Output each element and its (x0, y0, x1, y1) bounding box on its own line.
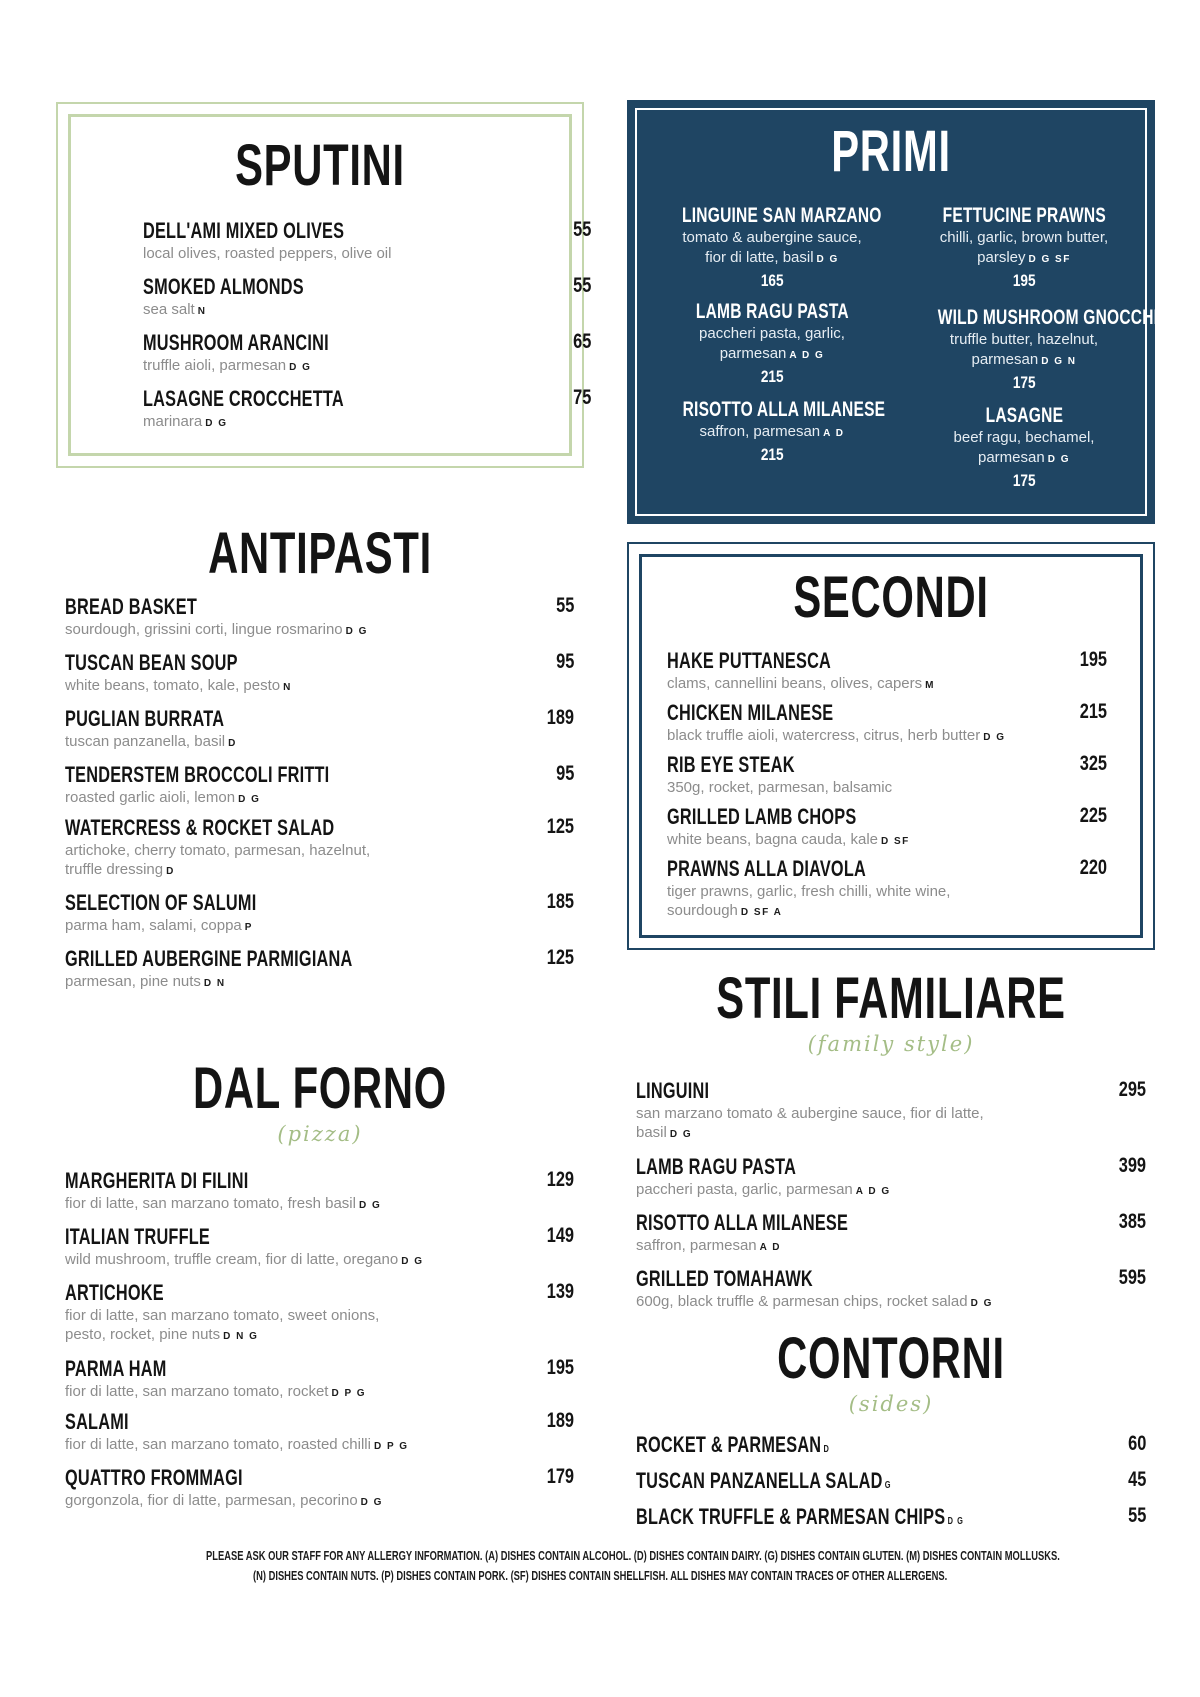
item-price: 55 (1127, 1504, 1146, 1527)
item-name: SALAMI (65, 1409, 129, 1434)
item-price: 65 (572, 330, 591, 353)
secondi-section (627, 542, 1155, 950)
stili-familiare-subtitle: (family style) (807, 1032, 975, 1056)
item-name: GRILLED AUBERGINE PARMIGIANA (65, 946, 353, 971)
contorni-title: CONTORNI (777, 1326, 1005, 1391)
menu-item (65, 1280, 574, 1356)
menu-item (65, 762, 574, 815)
item-price: 215 (1079, 700, 1107, 723)
item-desc: sea salt (143, 301, 195, 318)
item-price: 195 (1079, 648, 1107, 671)
sputini-section (56, 102, 591, 468)
menu-item (667, 700, 1107, 752)
item-name: BREAD BASKET (65, 594, 198, 619)
item-name: QUATTRO FROMMAGI (65, 1465, 243, 1490)
item-desc: parsley (977, 249, 1026, 266)
item-price: 185 (546, 890, 574, 913)
menu-item (65, 1409, 574, 1465)
menu-item (899, 306, 1159, 404)
item-desc: gorgonzola, fior di latte, parmesan, pecorino (65, 1492, 358, 1509)
item-allergens: D SF A (740, 907, 783, 918)
antipasti-list (65, 594, 574, 1002)
menu-item (647, 300, 897, 398)
item-desc: clams, cannellini beans, olives, capers (667, 675, 923, 692)
item-desc: paccheri pasta, garlic, (699, 325, 845, 342)
menu-item (65, 1356, 574, 1409)
item-desc: truffle dressing (65, 861, 164, 878)
item-name: GRILLED LAMB CHOPS (667, 804, 857, 829)
item-name: GRILLED TOMAHAWK (636, 1266, 813, 1291)
item-name: ITALIAN TRUFFLE (65, 1224, 211, 1249)
menu-item (636, 1078, 1146, 1154)
dal-forno-title: DAL FORNO (193, 1056, 447, 1121)
item-price: 45 (1127, 1468, 1146, 1491)
secondi-list (667, 648, 1107, 919)
item-allergens: D P G (373, 1441, 409, 1452)
item-desc: paccheri pasta, garlic, parmesan (636, 1181, 853, 1198)
item-allergens: D G (401, 1256, 424, 1267)
item-name: SELECTION OF SALUMI (65, 890, 257, 915)
primi-title: PRIMI (831, 119, 951, 184)
item-desc: sourdough, grissini corti, lingue rosmarino (65, 621, 343, 638)
item-desc: parmesan (978, 449, 1045, 466)
menu-item (65, 706, 574, 762)
item-desc: sourdough (667, 902, 738, 919)
item-price: 595 (1118, 1266, 1146, 1289)
item-allergens: A D (759, 1242, 781, 1253)
item-allergens: D G (947, 1516, 965, 1527)
item-desc: truffle aioli, parmesan (143, 357, 287, 374)
item-name: RIB EYE STEAK (667, 752, 795, 777)
item-allergens: A D G (855, 1186, 891, 1197)
item-price: 189 (546, 706, 574, 729)
sputini-title: SPUTINI (235, 133, 405, 198)
item-desc: fior di latte, san marzano tomato, rocket (65, 1383, 329, 1400)
item-desc: 350g, rocket, parmesan, balsamic (667, 779, 893, 796)
secondi-title: SECONDI (793, 565, 989, 630)
item-name: WATERCRESS & ROCKET SALAD (65, 815, 335, 840)
item-allergens: D G (1047, 454, 1070, 465)
item-desc: 600g, black truffle & parmesan chips, rocket salad (636, 1293, 968, 1310)
item-desc: white beans, tomato, kale, pesto (65, 677, 281, 694)
stili-familiare-list (636, 1078, 1146, 1322)
item-price: 175 (1012, 373, 1036, 392)
footer-line-2: (N) DISHES CONTAIN NUTS. (P) DISHES CONTAIN PORK. (SF) DISHES CONTAIN SHELLFISH. ALL DISHES MAY CONTAIN TRACES OF OTHER ALLERGENS. (252, 1568, 948, 1583)
item-allergens: P (244, 922, 253, 933)
menu-item (636, 1504, 1146, 1540)
item-name: LASAGNE (985, 404, 1063, 427)
item-price: 195 (1012, 271, 1036, 290)
menu-item (667, 648, 1107, 700)
item-name: RISOTTO ALLA MILANESE (636, 1210, 849, 1235)
item-price: 385 (1118, 1210, 1146, 1233)
item-desc: fior di latte, san marzano tomato, sweet onions, (65, 1307, 380, 1324)
item-name: LINGUINE SAN MARZANO (682, 204, 882, 227)
item-allergens: A D G (789, 350, 825, 361)
menu-item (65, 815, 574, 890)
item-allergens: D G (970, 1298, 993, 1309)
item-name: MUSHROOM ARANCINI (143, 330, 329, 355)
item-desc: pesto, rocket, pine nuts (65, 1326, 221, 1343)
item-price: 225 (1079, 804, 1107, 827)
item-name: HAKE PUTTANESCA (667, 648, 832, 673)
menu-item (636, 1210, 1146, 1266)
menu-item (143, 218, 591, 274)
item-price: 95 (555, 762, 574, 785)
dal-forno-list (65, 1168, 574, 1521)
item-price: 149 (546, 1224, 574, 1247)
item-allergens: D (228, 738, 237, 749)
item-desc: tuscan panzanella, basil (65, 733, 226, 750)
item-name: LINGUINI (636, 1078, 710, 1103)
menu-item (667, 752, 1107, 804)
item-allergens: M (925, 680, 935, 691)
menu-item (636, 1432, 1146, 1468)
primi-column-right (899, 204, 1159, 491)
item-name: ROCKET & PARMESAN D (636, 1432, 830, 1457)
menu-item (143, 386, 591, 442)
antipasti-title: ANTIPASTI (208, 521, 432, 586)
item-price: 165 (760, 271, 784, 290)
dal-forno-subtitle: (pizza) (277, 1122, 363, 1146)
item-desc: artichoke, cherry tomato, parmesan, hazelnut, (65, 842, 371, 859)
item-price: 295 (1118, 1078, 1146, 1101)
item-price: 55 (572, 218, 591, 241)
item-name: TENDERSTEM BROCCOLI FRITTI (65, 762, 330, 787)
menu-item (65, 1224, 574, 1280)
footer-line-1: PLEASE ASK OUR STAFF FOR ANY ALLERGY INFORMATION. (A) DISHES CONTAIN ALCOHOL. (D) DISHES CONTAIN DAIRY. (G) DISHES CONTAIN GLUTEN. (M) DISHES CONTAIN MOLLUSKS. (206, 1548, 1060, 1563)
menu-item (667, 804, 1107, 856)
item-price: 179 (546, 1465, 574, 1488)
item-allergens: D G (358, 1200, 382, 1211)
item-price: 60 (1127, 1432, 1146, 1455)
item-desc: basil (636, 1124, 667, 1141)
menu-item (636, 1468, 1146, 1504)
item-name: DELL'AMI MIXED OLIVES (143, 218, 345, 243)
stili-familiare-title: STILI FAMILIARE (716, 966, 1066, 1031)
item-price: 175 (1012, 471, 1036, 490)
item-allergens: D P G (331, 1388, 366, 1399)
item-desc: parmesan (719, 345, 787, 362)
menu-item (667, 856, 1107, 919)
menu-item (647, 204, 897, 300)
item-allergens: A D (823, 428, 845, 439)
menu-item (899, 204, 1149, 306)
item-price: 215 (760, 445, 784, 464)
menu-item (65, 1168, 574, 1224)
item-allergens: N (197, 306, 207, 317)
item-desc: roasted garlic aioli, lemon (65, 789, 236, 806)
item-desc: tiger prawns, garlic, fresh chilli, white wine, (667, 883, 951, 900)
item-name: LAMB RAGU PASTA (636, 1154, 797, 1179)
item-allergens: D N (203, 978, 226, 989)
item-name: CHICKEN MILANESE (667, 700, 834, 725)
item-price: 399 (1118, 1154, 1146, 1177)
item-desc: white beans, bagna cauda, kale (667, 831, 878, 848)
menu-item (65, 890, 574, 946)
item-desc: parma ham, salami, coppa (65, 917, 242, 934)
item-price: 215 (760, 367, 784, 386)
item-desc: saffron, parmesan (636, 1237, 757, 1254)
item-name: LAMB RAGU PASTA (695, 300, 849, 323)
menu-item (143, 330, 591, 386)
contorni-subtitle: (sides) (848, 1392, 934, 1416)
item-allergens: D G (360, 1497, 383, 1508)
menu-item (65, 594, 574, 650)
primi-section (627, 100, 1159, 524)
menu-item (647, 398, 897, 465)
item-desc: local olives, roasted peppers, olive oil (143, 245, 392, 262)
item-name: PRAWNS ALLA DIAVOLA (667, 856, 866, 881)
item-allergens: D G (669, 1129, 693, 1140)
item-desc: san marzano tomato & aubergine sauce, fior di latte, (636, 1105, 984, 1122)
item-desc: black truffle aioli, watercress, citrus, herb butter (667, 727, 981, 744)
item-allergens: D G (205, 418, 228, 429)
item-price: 220 (1079, 856, 1107, 879)
item-name: FETTUCINE PRAWNS (942, 204, 1106, 227)
contorni-list (636, 1432, 1146, 1540)
item-desc: fior di latte, san marzano tomato, fresh basil (65, 1195, 356, 1212)
item-name: SMOKED ALMONDS (143, 274, 304, 299)
item-name: ARTICHOKE (65, 1280, 164, 1305)
item-allergens: D G (289, 362, 312, 373)
item-allergens: D (166, 866, 175, 877)
menu-item (143, 274, 591, 330)
item-desc: fior di latte, san marzano tomato, roasted chilli (65, 1436, 371, 1453)
item-price: 95 (555, 650, 574, 673)
item-name: TUSCAN PANZANELLA SALAD G (636, 1468, 892, 1493)
item-desc: tomato & aubergine sauce, (682, 229, 862, 246)
item-name: MARGHERITA DI FILINI (65, 1168, 249, 1193)
item-allergens: D G (816, 254, 839, 265)
item-name: PUGLIAN BURRATA (65, 706, 225, 731)
menu-item (65, 946, 574, 1002)
menu-item (899, 404, 1149, 491)
item-price: 195 (546, 1356, 574, 1379)
item-allergens: D G SF (1028, 254, 1071, 265)
item-allergens: D G (238, 794, 261, 805)
item-desc: saffron, parmesan (699, 423, 821, 440)
item-desc: fior di latte, basil (705, 249, 814, 266)
item-name: TUSCAN BEAN SOUP (65, 650, 238, 675)
allergy-footer (40, 1546, 1160, 1586)
item-allergens: D (823, 1444, 830, 1455)
menu-item (65, 1465, 574, 1521)
item-desc: beef ragu, bechamel, (953, 429, 1095, 446)
item-desc: marinara (143, 413, 203, 430)
item-price: 129 (546, 1168, 574, 1191)
item-allergens: D SF (881, 836, 910, 847)
item-desc: parmesan, pine nuts (65, 973, 201, 990)
menu-item (636, 1266, 1146, 1322)
item-name: RISOTTO ALLA MILANESE (682, 398, 886, 421)
item-name: LASAGNE CROCCHETTA (143, 386, 344, 411)
item-desc: wild mushroom, truffle cream, fior di latte, oregano (65, 1251, 399, 1268)
item-desc: parmesan (971, 351, 1039, 368)
sputini-list (143, 218, 591, 442)
menu-item (65, 650, 574, 706)
item-price: 139 (546, 1280, 574, 1303)
item-name: WILD MUSHROOM GNOCCHI (937, 306, 1159, 329)
item-price: 325 (1079, 752, 1107, 775)
item-price: 75 (572, 386, 591, 409)
item-desc: truffle butter, hazelnut, (949, 331, 1099, 348)
item-allergens: D G (345, 626, 368, 637)
item-allergens: D N G (223, 1331, 259, 1342)
item-price: 55 (555, 594, 574, 617)
item-price: 125 (546, 815, 574, 838)
primi-column-left (647, 204, 897, 465)
item-desc: chilli, garlic, brown butter, (939, 229, 1109, 246)
item-name: PARMA HAM (65, 1356, 167, 1381)
item-allergens: N (283, 682, 292, 693)
item-name: BLACK TRUFFLE & PARMESAN CHIPS D G (636, 1504, 965, 1529)
item-price: 55 (572, 274, 591, 297)
item-allergens: D G N (1041, 356, 1077, 367)
item-price: 125 (546, 946, 574, 969)
item-allergens: D G (983, 732, 1006, 743)
item-price: 189 (546, 1409, 574, 1432)
item-allergens: G (884, 1480, 892, 1491)
menu-item (636, 1154, 1146, 1210)
